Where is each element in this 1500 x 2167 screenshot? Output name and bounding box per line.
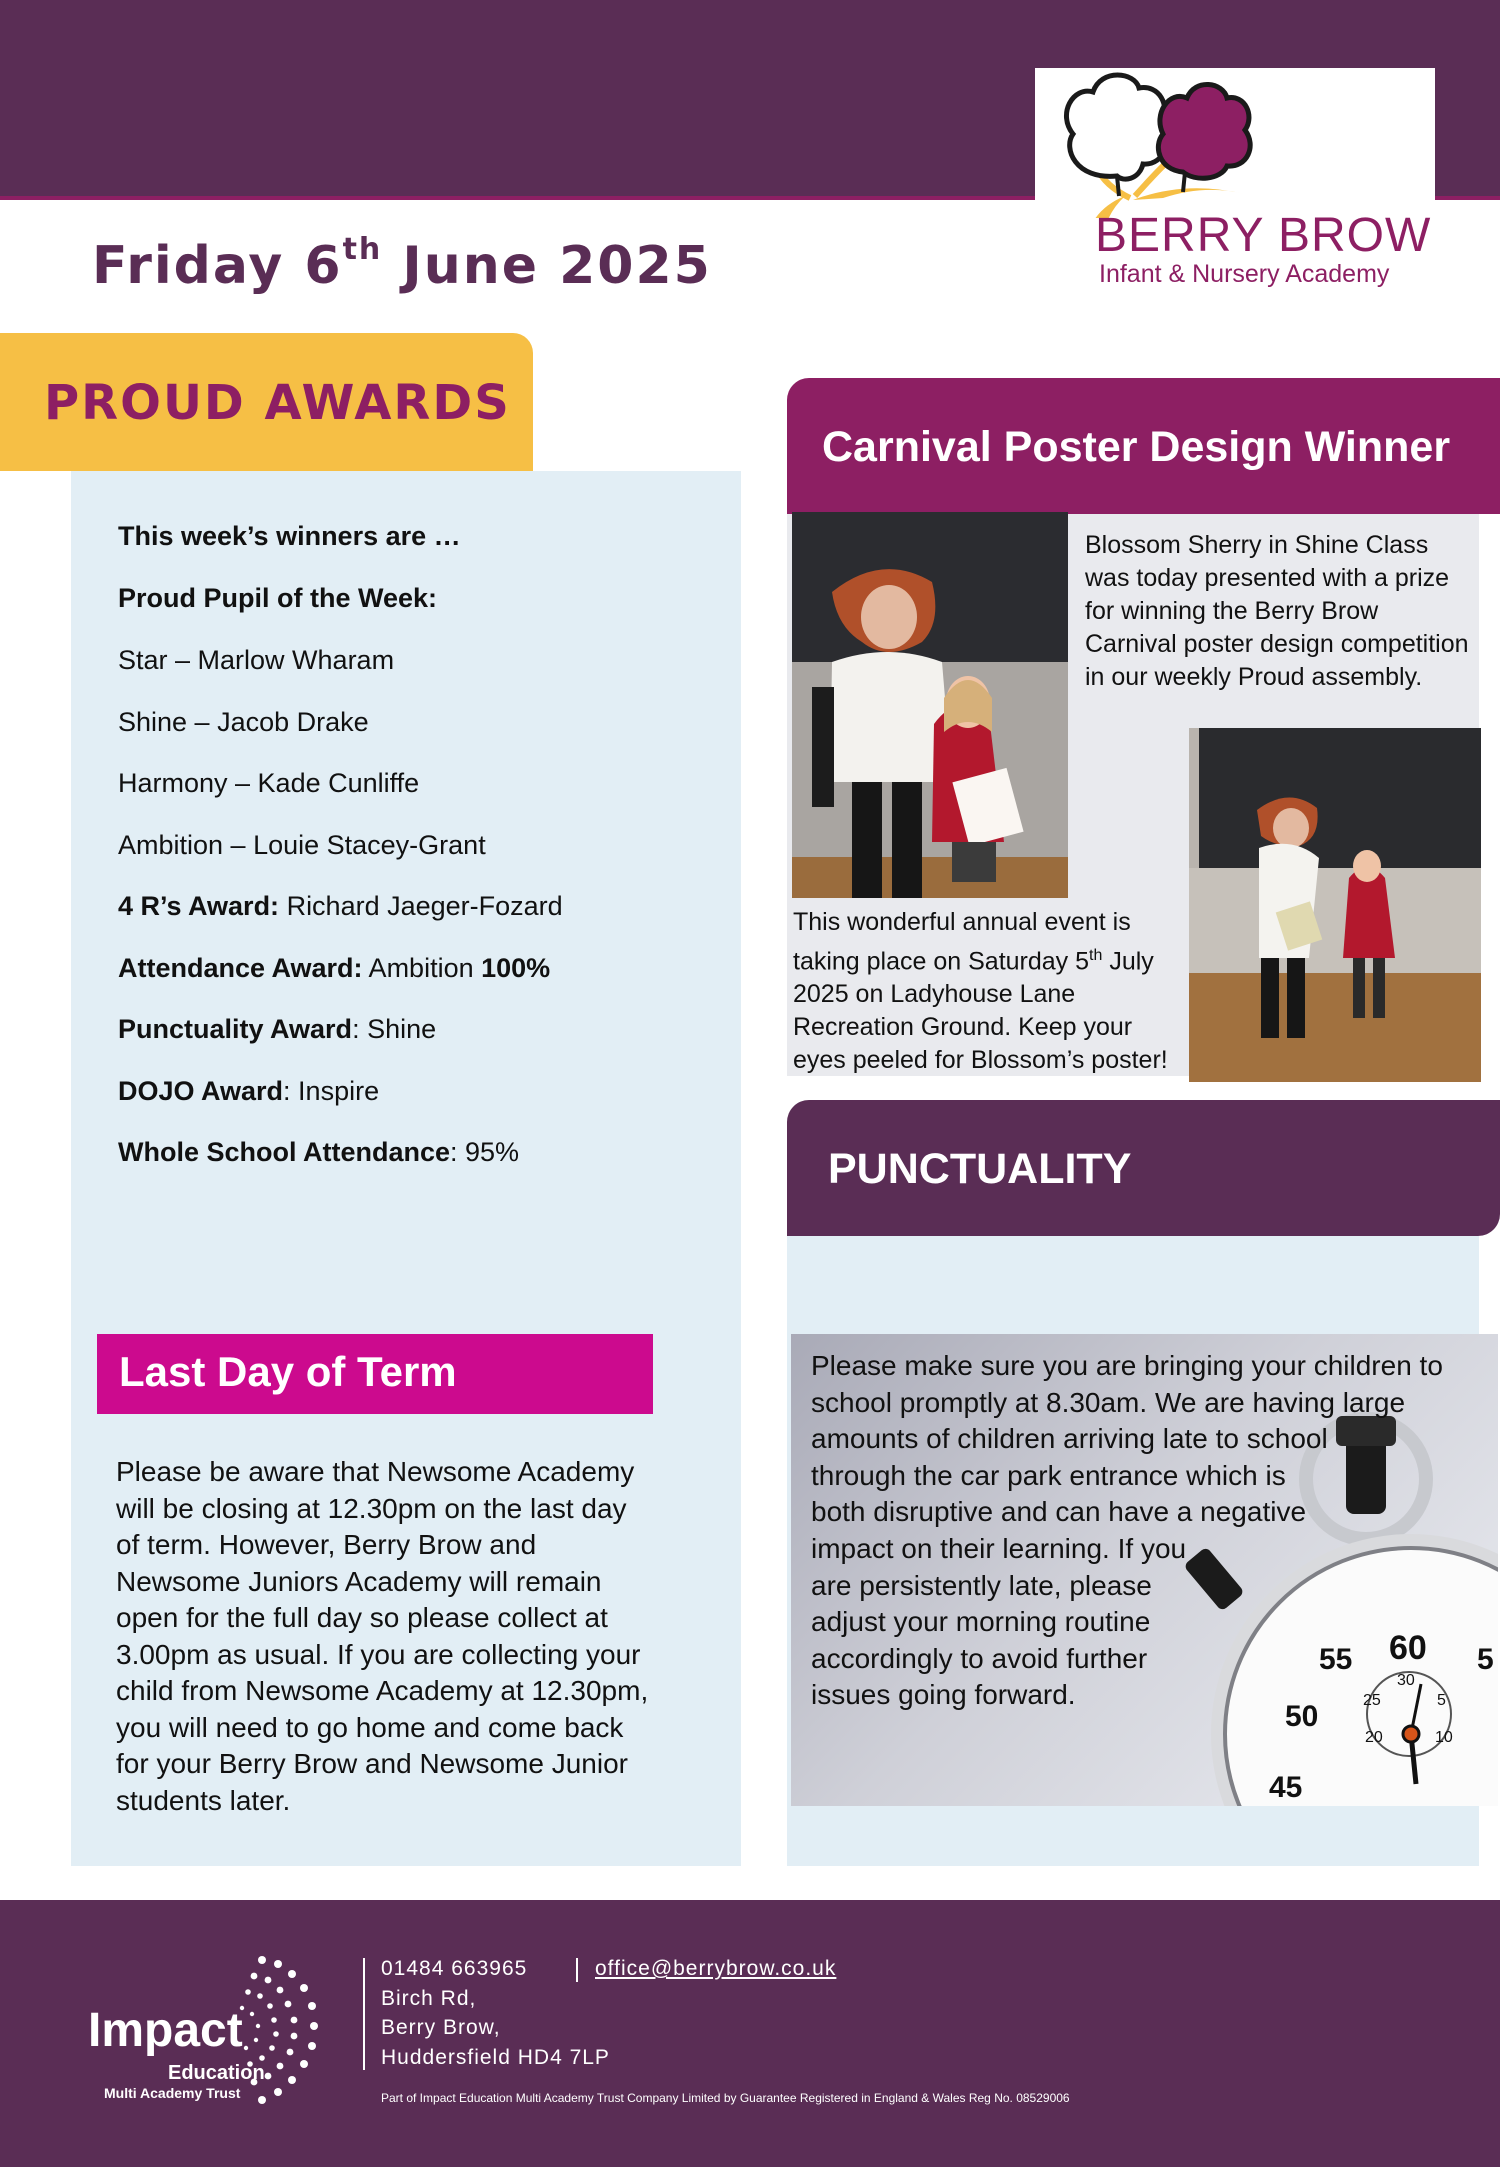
award-whole-school: Whole School Attendance: 95%: [118, 1137, 520, 1167]
tree-logo-icon: [1035, 68, 1435, 218]
last-day-heading-bar: [97, 1334, 653, 1414]
carnival-text-winner: Blossom Sherry in Shine Class was today presented with a prize for winning the Berry Brow Carnival poster design competition in our weekly Proud assembly.: [1085, 531, 1469, 691]
award-class-star: Star – Marlow Wharam: [118, 645, 395, 675]
footer-phone: 01484 663965: [381, 1957, 528, 1980]
stopwatch-60: 60: [1389, 1629, 1427, 1667]
impact-logo-education: Education: [168, 2062, 265, 2084]
newsletter-date: Friday 6th June 2025: [92, 232, 712, 296]
punctuality-title: PUNCTUALITY: [828, 1145, 1132, 1193]
stopwatch-sub-20: 20: [1365, 1729, 1383, 1746]
footer-divider-left: [363, 1958, 365, 2070]
stopwatch-sub-25: 25: [1363, 1692, 1381, 1709]
award-dojo: DOJO Award: Inspire: [118, 1076, 380, 1106]
impact-logo-mat: Multi Academy Trust: [104, 2085, 241, 2101]
stopwatch-sub-10: 10: [1435, 1729, 1453, 1746]
footer-legal: Part of Impact Education Multi Academy Trust Company Limited by Guarantee Registered in England & Wales Reg No. 08529006: [381, 2091, 1070, 2105]
award-class-shine: Shine – Jacob Drake: [118, 707, 369, 737]
last-day-title: Last Day of Term: [119, 1348, 457, 1395]
footer-address-line-2: Berry Brow,: [381, 2016, 501, 2039]
carnival-photo-prize: [1189, 728, 1481, 1082]
school-subtitle: Infant & Nursery Academy: [1099, 260, 1390, 288]
punctuality-body: Please make sure you are bringing your children to school promptly at 8.30am. We are having large amounts of children arriving late to school through the car park entrance which is both disruptive and can have a negative impact on their learning. If you are persistently late, please adjust your morning routine accordingly to avoid further issues going forward.: [811, 1350, 1443, 1711]
school-logo: [1035, 68, 1435, 298]
punctuality-heading-bar: [787, 1100, 1500, 1236]
stopwatch-55: 55: [1319, 1643, 1353, 1676]
award-class-ambition: Ambition – Louie Stacey-Grant: [118, 830, 486, 860]
stopwatch-5: 5: [1477, 1643, 1494, 1676]
proud-awards-title: PROUD AWARDS: [44, 375, 511, 431]
footer-address-line-3: Huddersfield HD4 7LP: [381, 2046, 610, 2069]
footer-address-line-1: Birch Rd,: [381, 1987, 477, 2010]
award-4rs: 4 R’s Award: Richard Jaeger-Fozard: [118, 891, 563, 921]
stopwatch-sub-5: 5: [1437, 1692, 1446, 1709]
stopwatch-45: 45: [1269, 1771, 1303, 1804]
proud-awards-tab: [0, 333, 533, 471]
footer-email-link[interactable]: office@berrybrow.co.uk: [595, 1957, 837, 1980]
footer-divider-email: [576, 1958, 578, 1982]
school-name: BERRY BROW: [1095, 209, 1432, 262]
award-punctuality: Punctuality Award: Shine: [118, 1014, 437, 1044]
carnival-text-event: This wonderful annual event is taking place on Saturday 5th July 2025 on Ladyhouse Lane Recreation Ground. Keep your eyes peeled for Blossom’s poster!: [793, 908, 1168, 1075]
carnival-heading-bar: [787, 378, 1500, 514]
impact-logo-word: Impact: [88, 2004, 243, 2057]
carnival-title: Carnival Poster Design Winner: [822, 423, 1451, 471]
stopwatch-sub-30: 30: [1397, 1672, 1415, 1689]
carnival-photo-presentation: [792, 512, 1068, 898]
award-class-harmony: Harmony – Kade Cunliffe: [118, 768, 420, 798]
stopwatch-50: 50: [1285, 1700, 1319, 1733]
last-day-body: Please be aware that Newsome Academy will be closing at 12.30pm on the last day of term. However, Berry Brow and Newsome Juniors Academy will remain open for the full day so please collect at 3.00pm as usual. If you are collecting your child from Newsome Academy at 12.30pm, you will need to go home and come back for your Berry Brow and Newsome Junior students later.: [116, 1456, 649, 1816]
award-attendance: Attendance Award: Ambition 100%: [118, 953, 551, 983]
awards-intro: This week’s winners are …: [118, 521, 461, 551]
awards-pupil-heading: Proud Pupil of the Week:: [118, 583, 438, 613]
